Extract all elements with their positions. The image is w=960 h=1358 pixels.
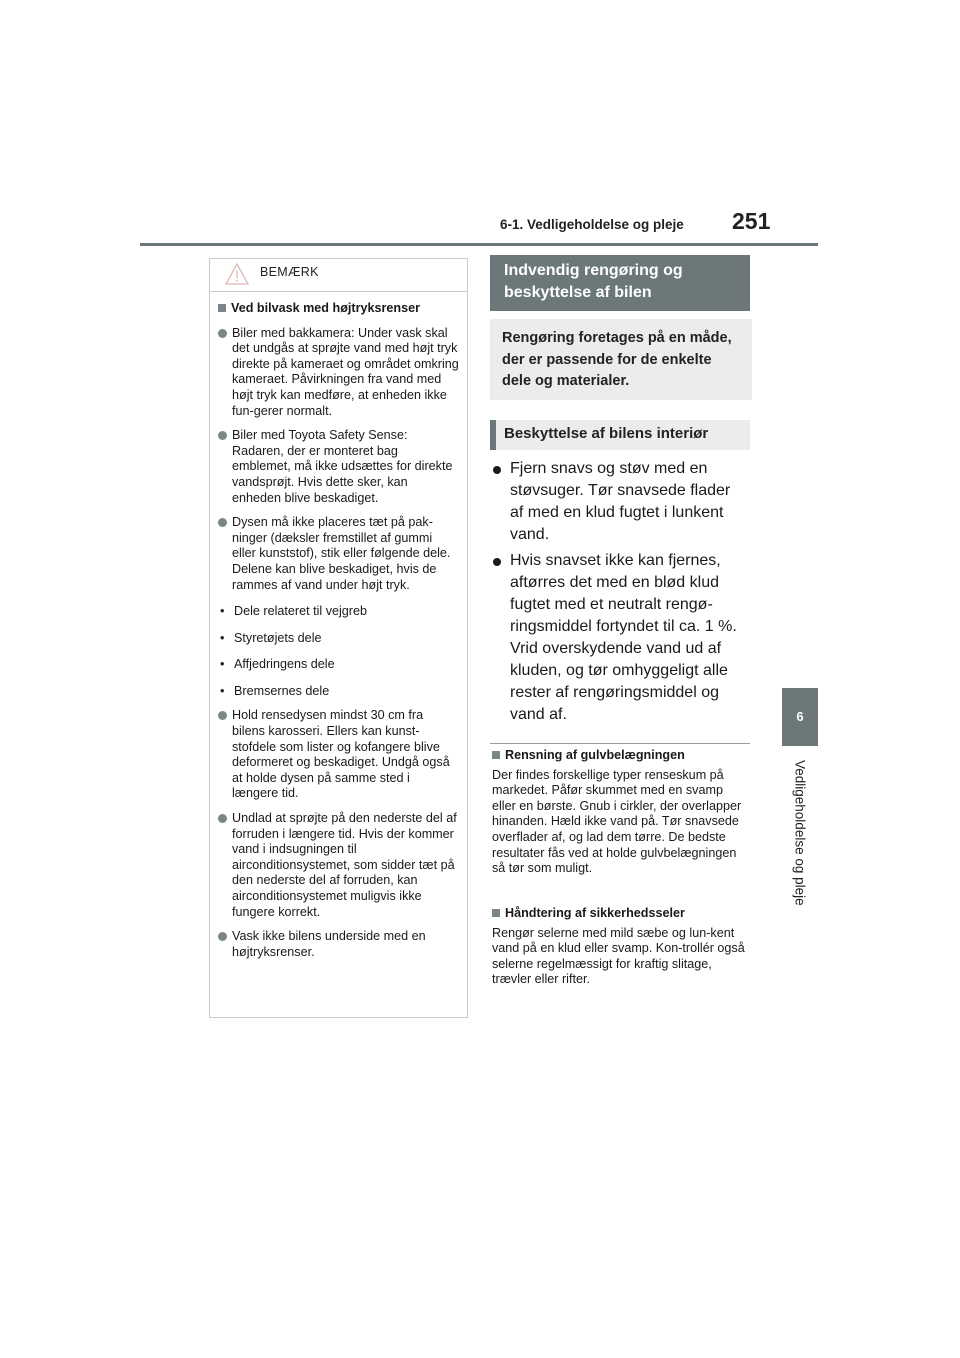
round-bullet-icon [218,711,227,720]
small-bullet-icon: • [220,604,225,619]
notice-item [218,326,459,420]
page-number: 251 [732,208,771,234]
square-bullet-icon [218,304,226,312]
subsection-title: Beskyttelse af bilens interiør [490,420,750,450]
notice-item [218,428,459,506]
interior-bullet-item [492,550,748,726]
round-bullet-icon [218,329,227,338]
header-divider [140,243,818,246]
notice-sub-item [218,684,459,700]
interior-bullet-text: Hvis snavset ikke kan fjernes, aftørres det med en blød klud fugtet med et neutralt rengø-ringsmiddel fortyndet til ca. 1 %. Vrid overskydende vand ud af kluden, og tør omhyggeligt alle rester af rengøringsmiddel og vand af. [510,552,737,723]
round-bullet-icon [218,814,227,823]
paragraph-heading-text: Rensning af gulvbelægningen [505,748,685,762]
notice-item-text: Biler med Toyota Safety Sense: Radaren, der er monteret bag emblemet, må ikke udsættes for direkte vandsprøjt. Hvis dette sker, kan enheden blive beskadiget. [232,428,453,505]
chapter-number-tab: 6 [782,688,818,746]
small-bullet-icon: • [220,630,225,645]
notice-sub-item [218,604,459,620]
notice-header [210,259,467,292]
round-bullet-icon [218,932,227,941]
interior-bullet-text: Fjern snavs og støv med en støvsuger. Tør snavsede flader af med en klud fugtet i lunkent vand. [510,460,731,543]
paragraph-text: Der findes forskellige typer renseskum på markedet. Påfør skummet med en svamp eller en børste. Gnub i cirkler, der overlapper hinanden. Hæld ikke vand på. Tør snavsede overflader af, og lad dem tørre. De bedste resultater fås ved at holde gulvbelægningen så tør som muligt. [492,767,742,876]
notice-sub-item-text: Bremsernes dele [234,683,330,698]
notice-item [218,708,459,802]
section-title: Indvendig rengøring og beskyttelse af bilen [490,255,750,311]
notice-item [218,811,459,920]
notice-item-text: Undlad at sprøjte på den nederste del af forruden i længere tid. Hvis der kommer vand i indsugningen til airconditionsystemet, som sidder tæt på den nederste del af forruden, kan airconditionsystemet muligvis ikke fungere korrekt. [232,811,457,919]
round-bullet-icon [493,466,501,474]
notice-item-text: Vask ikke bilens underside med en højtryksrenser. [232,929,426,959]
small-bullet-icon: • [220,683,225,698]
chapter-title: Vedligeholdelse og pleje [792,760,808,906]
section-divider [490,743,750,744]
intro-box: Rengøring foretages på en måde, der er passende for de enkelte dele og materialer. [490,319,752,400]
paragraph-heading [492,748,748,764]
notice-sub-item-text: Dele relateret til vejgreb [234,604,367,619]
paragraph-heading [492,906,748,922]
notice-item-text: Hold rensedysen mindst 30 cm fra bilens karosseri. Ellers kan kunst-stofdele som lister og kofangere blive deformeret og beskadiget. Undgå også at holde dysen på samme sted i længere tid. [232,708,450,801]
round-bullet-icon [218,518,227,527]
notice-item [218,929,459,960]
square-bullet-icon [492,751,500,759]
notice-sub-item-text: Styretøjets dele [234,630,322,645]
small-bullet-icon: • [220,657,225,672]
round-bullet-icon [493,558,501,566]
notice-sub-item [218,657,459,673]
interior-bullet-item [492,458,748,546]
notice-body [210,301,467,960]
paragraph-heading-text: Håndtering af sikkerhedsseler [505,906,685,920]
interior-bullet-list [492,458,748,730]
notice-item [218,515,459,593]
running-header: 6-1. Vedligeholdelse og pleje [500,217,684,232]
round-bullet-icon [218,431,227,440]
notice-box [209,258,468,1018]
square-bullet-icon [492,909,500,917]
floor-cleaning-block [492,748,748,877]
notice-subheading [218,301,459,317]
warning-triangle-icon [224,262,250,286]
paragraph-text: Rengør selerne med mild sæbe og lun-kent vand på en klud eller svamp. Kon-trollér også selerne regelmæssigt for kraftig slitage, trævler eller rifter. [492,925,745,987]
notice-subheading-text: Ved bilvask med højtryksrenser [231,301,420,315]
notice-item-text: Biler med bakkamera: Under vask skal det undgås at sprøjte vand med højt tryk direkte på kameraet og området omkring kameraet. Påvirkningen fra vand med højt tryk kan medføre, at enheden ikke fun-gerer normalt. [232,325,459,418]
notice-sub-item-text: Affjedringens dele [234,657,335,672]
notice-sub-item [218,631,459,647]
notice-item-text: Dysen må ikke placeres tæt på pak-ninger (dæksler fremstillet af gummi eller kunststof), stik eller følgende dele. Delene kan blive beskadiget, hvis de rammes af vand under højt tryk. [232,515,451,592]
notice-title: BEMÆRK [260,265,319,279]
seatbelt-care-block [492,906,748,988]
